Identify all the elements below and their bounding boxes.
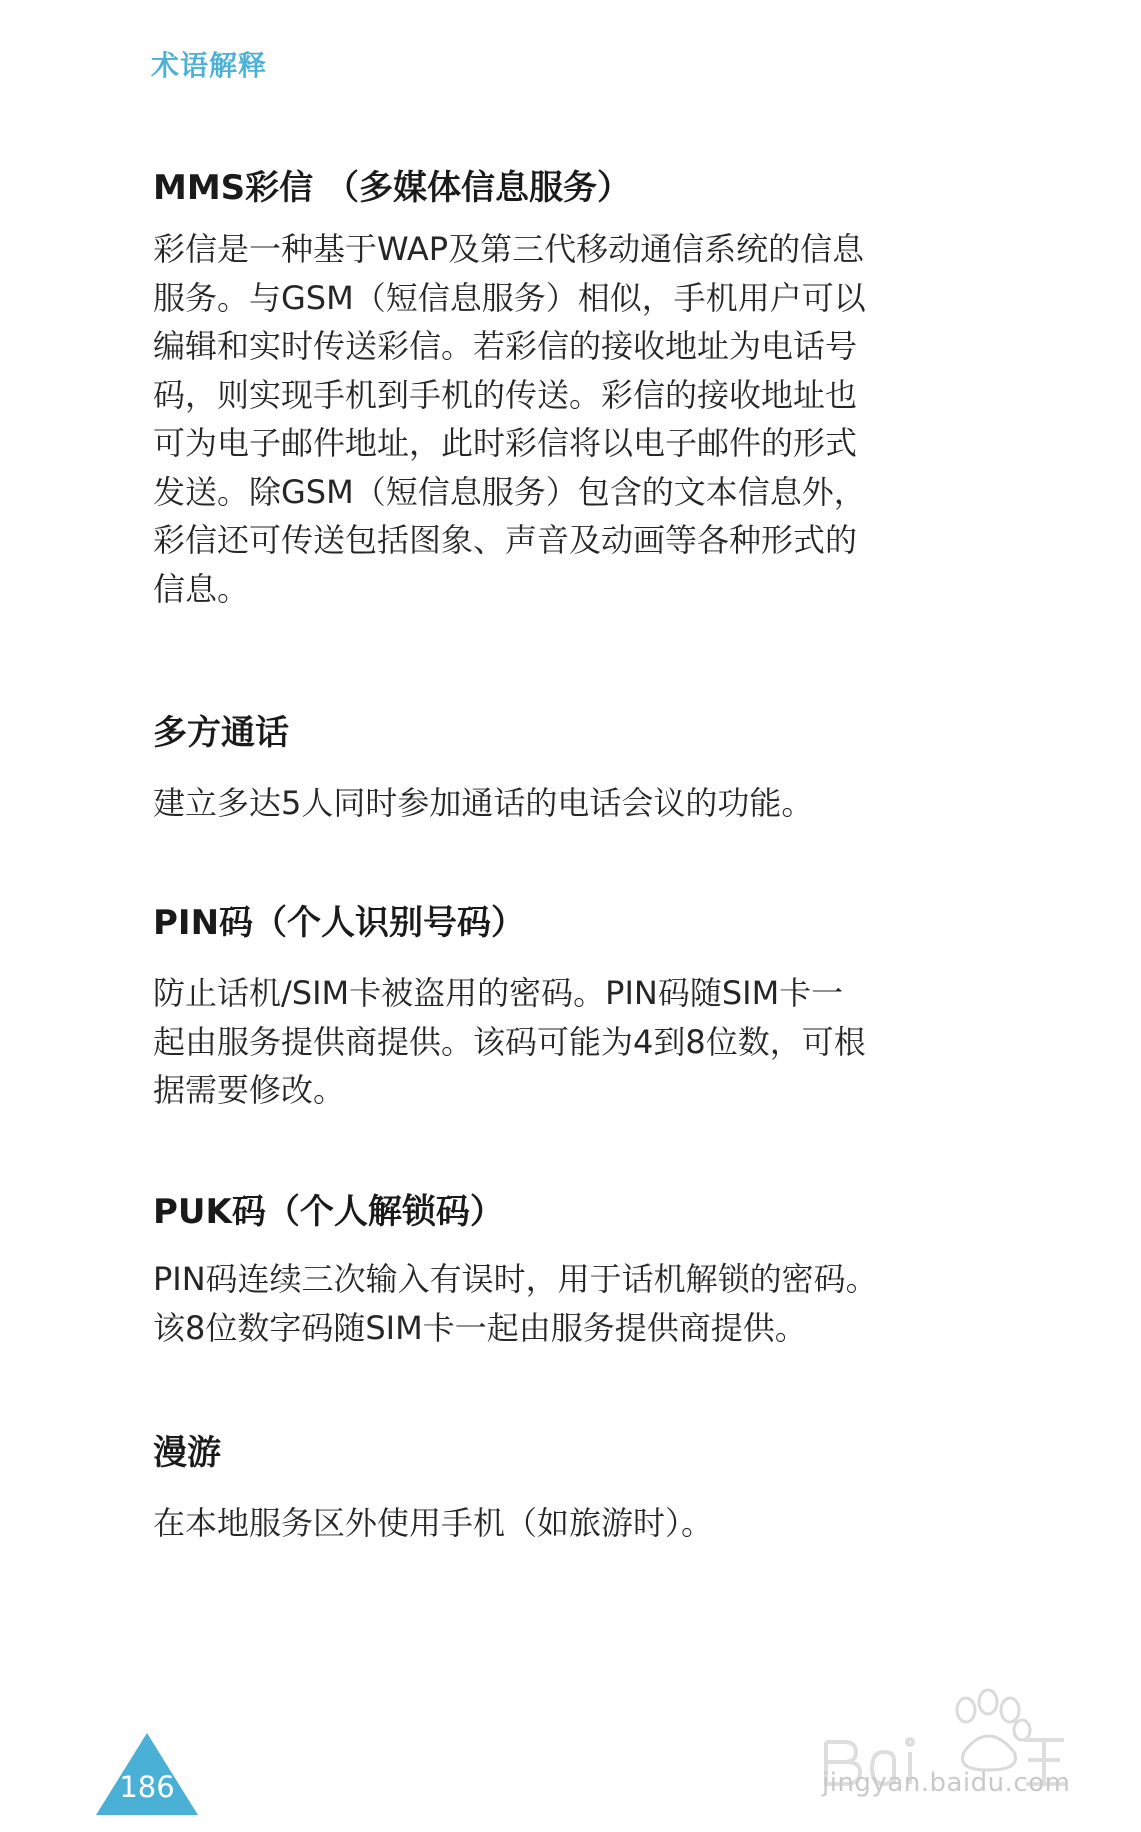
section-label: 术语解释 [151,49,268,82]
term-body: PIN码连续三次输入有误时，用于话机解锁的密码。 该8位数字码随SIM卡一起由服务提供商提供。 [153,1260,878,1347]
term-body: 建立多达5人同时参加通话的电话会议的功能。 [153,784,814,822]
term-title: 漫游 [153,1433,221,1473]
page-number: 186 [119,1770,175,1804]
term-roaming [153,1430,943,1548]
baidu-watermark-icon [816,1680,1096,1830]
term-pin [153,900,943,1115]
term-title: MMS彩信 （多媒体信息服务） [153,168,631,208]
term-body: 防止话机/SIM卡被盗用的密码。PIN码随SIM卡一 起由服务提供商提供。该码可能为4到8位数，可根 据需要修改。 [153,974,866,1109]
term-conference-call [153,710,943,828]
watermark-url: jingyan.baidu.com [822,1768,1071,1798]
term-body: 在本地服务区外使用手机（如旅游时）。 [153,1504,714,1542]
term-mms [153,165,943,613]
term-title: PUK码（个人解锁码） [153,1192,504,1232]
term-title: 多方通话 [153,713,289,753]
term-body: 彩信是一种基于WAP及第三代移动通信系统的信息 服务。与GSM（短信息服务）相似，手机用户可以 编辑和实时传送彩信。若彩信的接收地址为电话号 码，则实现手机到手机的传送。彩信的接收地址也 可为电子邮件地址，此时彩信将以电子邮件的形式 发送。除GSM（短信息服务）包含的文本信息外， 彩信还可传送包括图象、声音及动画等各种形式的 信息。 [153,230,866,608]
term-title: PIN码（个人识别号码） [153,903,526,943]
term-puk [153,1189,943,1352]
